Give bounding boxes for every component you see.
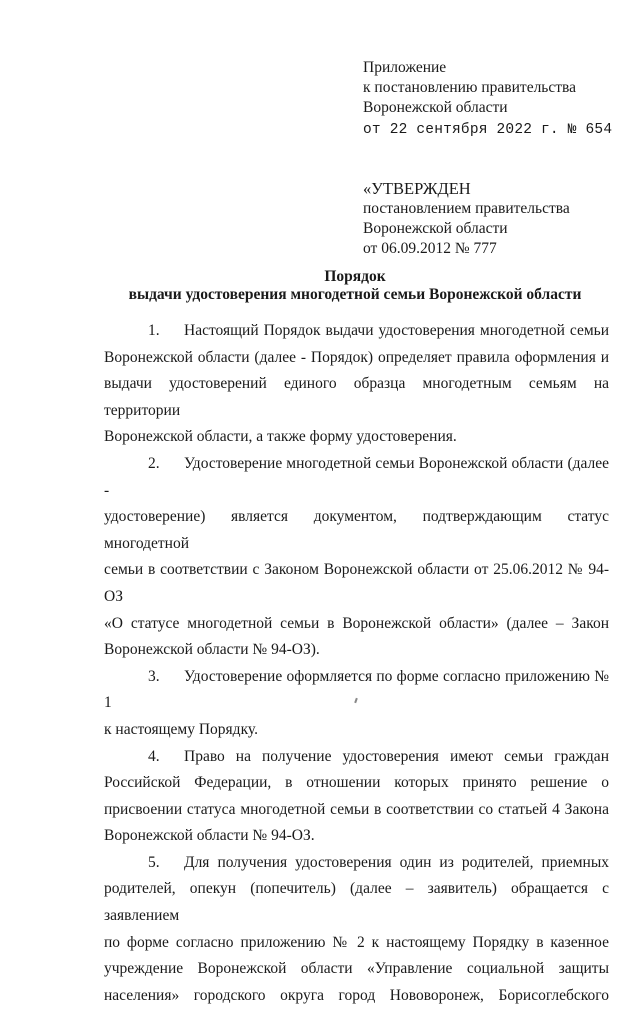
paragraph-line: Российской Федерации, в отношении которых принято решение о [104, 774, 609, 792]
paragraph-number: 1. [148, 322, 160, 339]
paragraph-line: 3. Удостоверение оформляется по форме согласно приложению № 1 [104, 664, 609, 717]
paragraph-line: удостоверение) является документом, подтверждающим статус многодетной [104, 508, 609, 552]
paragraph-line: 2. Удостоверение многодетной семьи Воронежской области (далее - [104, 451, 609, 504]
paragraph-line: «О статусе многодетной семьи в Воронежской области» (далее – Закон [104, 614, 609, 632]
paragraph-line: 4. Право на получение удостоверения имеют семьи граждан [104, 744, 609, 771]
paragraph-4 [104, 744, 609, 850]
appendix-region: Воронежской области [363, 99, 508, 116]
paragraph-line: учреждение Воронежской области «Управление социальной защиты [104, 960, 609, 978]
document-title [100, 268, 610, 304]
paragraph-line: населения» городского округа город Нововоронеж, Борисоглебского [104, 986, 609, 1004]
paragraph-line: присвоении статуса многодетной семьи в соответствии со статьей 4 Закона [104, 800, 609, 818]
paragraph-line: семьи в соответствии с Законом Воронежской области от 25.06.2012 № 94-ОЗ [104, 561, 609, 605]
paragraph-line: родителей, опекун (попечитель) (далее – заявитель) обращается с заявлением [104, 880, 609, 925]
appendix-title: Приложение [363, 59, 447, 76]
paragraph-line: к настоящему Порядку. [104, 720, 258, 738]
paragraph-2 [104, 451, 609, 664]
paragraph-3 [104, 664, 609, 744]
paragraph-5 [104, 850, 609, 1009]
paragraph-line: Воронежской области № 94-ОЗ. [104, 827, 315, 845]
paragraph-number: 3. [148, 667, 160, 685]
paragraph-line: Воронежской области № 94-ОЗ). [104, 641, 320, 659]
approved-date-number: от 06.09.2012 № 777 [363, 240, 497, 257]
appendix-block [363, 58, 612, 140]
paragraph-line: 5. Для получения удостоверения один из родителей, приемных [104, 850, 609, 877]
paragraph-number: 5. [148, 853, 160, 871]
paragraph-line: 1. Настоящий Порядок выдачи удостоверения многодетной семьи [104, 318, 609, 345]
approved-heading: «УТВЕРЖДЕН [363, 179, 471, 198]
title-line-1: Порядок [324, 268, 386, 285]
paragraph-line: Воронежской области, а также форму удостоверения. [104, 428, 457, 446]
paragraph-1 [104, 318, 609, 451]
approved-by: постановлением правительства [363, 200, 570, 217]
paragraph-number: 4. [148, 747, 160, 765]
paragraph-line: выдачи удостоверений единого образца многодетным семьям на территории [104, 375, 609, 419]
approval-stamp-block [363, 179, 570, 259]
title-line-2: выдачи удостоверения многодетной семьи Воронежской области [128, 286, 582, 303]
paragraph-number: 2. [148, 454, 160, 472]
document-body [104, 318, 609, 1009]
appendix-date-number: от 22 сентября 2022 г. № 654 [363, 122, 613, 138]
appendix-reference: к постановлению правительства [363, 79, 577, 96]
approved-region: Воронежской области [363, 220, 508, 237]
paragraph-line: Воронежской области (далее - Порядок) определяет правила оформления и [104, 348, 609, 366]
paragraph-line: по форме согласно приложению № 2 к настоящему Порядку в казенное [104, 933, 609, 951]
